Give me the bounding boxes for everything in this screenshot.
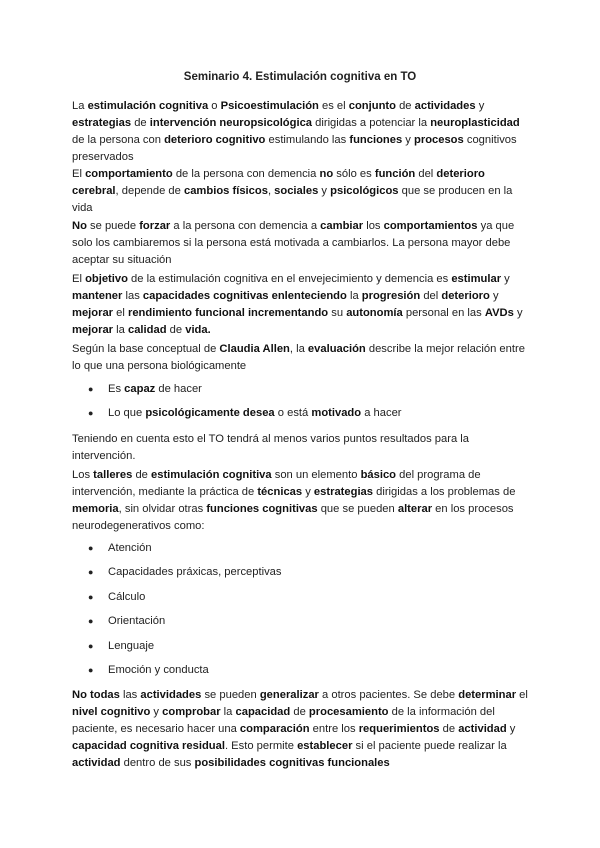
- emphasis-text: funciones: [349, 134, 403, 146]
- emphasis-text: Claudia Allen: [219, 343, 290, 355]
- list-item-text: Emoción y conducta: [108, 664, 209, 676]
- emphasis-text: comportamiento: [85, 168, 173, 180]
- emphasis-text: alterar: [397, 503, 433, 515]
- emphasis-text: mejorar: [72, 307, 114, 319]
- paragraph-text: No se puede forzar a la persona con demencia a cambiar los comportamientos ya que solo los cambiaremos si la persona está motivada a cambiarlos. La persona mayor debe aceptar su situación: [72, 220, 515, 266]
- emphasis-text: talleres: [93, 469, 133, 481]
- emphasis-text: técnicas: [257, 486, 303, 498]
- emphasis-text: AVDs: [484, 307, 514, 319]
- bullet-icon: ●: [88, 592, 94, 602]
- page-title: Seminario 4. Estimulación cognitiva en TO: [183, 71, 417, 83]
- emphasis-text: No todas: [72, 689, 120, 701]
- bullet-icon: ●: [88, 543, 94, 553]
- emphasis-text: conjunto: [348, 100, 396, 112]
- emphasis-text: capacidad: [235, 706, 291, 718]
- emphasis-text: actividades: [140, 689, 202, 701]
- emphasis-text: deterioro cognitivo: [164, 134, 266, 146]
- emphasis-text: estimulación cognitiva: [151, 469, 272, 481]
- emphasis-text: No: [72, 220, 87, 232]
- bullet-icon: ●: [88, 384, 94, 394]
- emphasis-text: procesamiento: [308, 706, 389, 718]
- paragraph-text: Según la base conceptual de Claudia Allen, la evaluación describe la mejor relación entre lo que una persona biológicamente: [72, 343, 525, 372]
- paragraph-text: La estimulación cognitiva o Psicoestimulación es el conjunto de actividades y estrategias de intervención neuropsicológica dirigidas a potenciar la neuroplasticidad de la persona con deterioro cognitivo estimulando las funciones y procesos cognitivos preservados: [72, 100, 520, 163]
- paragraph-to-points: [72, 431, 534, 465]
- emphasis-text: forzar: [139, 220, 171, 232]
- emphasis-text: vida.: [185, 324, 211, 336]
- emphasis-text: estrategias: [72, 117, 132, 129]
- emphasis-text: capaz: [124, 383, 156, 395]
- emphasis-text: actividad: [458, 723, 507, 735]
- bullet-icon: ●: [88, 665, 94, 675]
- emphasis-text: objetivo: [85, 273, 128, 285]
- emphasis-text: estimulación cognitiva: [87, 100, 209, 112]
- emphasis-text: cambios físicos: [183, 185, 268, 197]
- emphasis-text: mantener: [72, 290, 123, 302]
- list-item-text: Cálculo: [108, 591, 146, 603]
- emphasis-text: función: [374, 168, 416, 180]
- emphasis-text: motivado: [311, 407, 362, 419]
- emphasis-text: estimular: [451, 273, 502, 285]
- bullet-icon: ●: [88, 567, 94, 577]
- emphasis-text: sociales: [274, 185, 319, 197]
- bullet-icon: ●: [88, 408, 94, 418]
- emphasis-text: estrategias: [313, 486, 374, 498]
- paragraph-text: No todas las actividades se pueden generalizar a otros pacientes. Se debe determinar el nivel cognitivo y comprobar la capacidad de procesamiento de la información del paciente, es necesario hacer una comparación entre los requerimientos de actividad y capacidad cognitiva residual. Esto permite establecer si el paciente puede realizar la actividad dentro de sus posibilidades cognitivas funcionales: [72, 689, 528, 769]
- paragraph-text: El comportamiento de la persona con demencia no sólo es función del deterioro cerebral, depende de cambios físicos, sociales y psicológicos que se producen en la vida: [72, 168, 513, 214]
- paragraph-allen: [72, 341, 534, 375]
- paragraph-text: El objetivo de la estimulación cognitiva en el envejecimiento y demencia es estimular y mantener las capacidades cognitivas enlenteciendo la progresión del deterioro y mejorar el rendimiento funcional incrementando su autonomía personal en las AVDs y mejorar la calidad de vida.: [72, 273, 523, 336]
- list-item-text: Es capaz de hacer: [108, 383, 202, 395]
- paragraph-text: Los talleres de estimulación cognitiva son un elemento básico del programa de intervención, mediante la práctica de técnicas y estrategias dirigidas a los problemas de memoria, sin olvidar otras funciones cognitivas que se pueden alterar en los procesos neurodegenerativos como:: [72, 469, 516, 532]
- emphasis-text: actividad: [72, 757, 121, 769]
- emphasis-text: deterioro cerebral: [72, 168, 485, 197]
- paragraph-no-forzar: [72, 218, 534, 269]
- emphasis-text: neuroplasticidad: [430, 117, 520, 129]
- emphasis-text: Psicoestimulación: [220, 100, 319, 112]
- emphasis-text: determinar: [458, 689, 517, 701]
- paragraph-definition: [72, 98, 534, 166]
- emphasis-text: comprobar: [162, 706, 221, 718]
- emphasis-text: capacidades cognitivas enlenteciendo: [142, 290, 347, 302]
- emphasis-text: generalizar: [259, 689, 319, 701]
- emphasis-text: psicológicamente desea: [145, 407, 275, 419]
- paragraph-objective: [72, 271, 534, 339]
- emphasis-text: procesos: [414, 134, 464, 146]
- emphasis-text: nivel cognitivo: [72, 706, 151, 718]
- emphasis-text: cambiar: [320, 220, 364, 232]
- bullet-icon: ●: [88, 616, 94, 626]
- list-item-text: Lo que psicológicamente desea o está motivado a hacer: [108, 407, 402, 419]
- emphasis-text: memoria: [72, 503, 119, 515]
- emphasis-text: comparación: [239, 723, 310, 735]
- emphasis-text: rendimiento funcional incrementando: [127, 307, 329, 319]
- list-item-text: Capacidades práxicas, perceptivas: [108, 566, 282, 578]
- emphasis-text: básico: [360, 469, 397, 481]
- emphasis-text: autonomía: [346, 307, 403, 319]
- emphasis-text: comportamientos: [383, 220, 478, 232]
- emphasis-text: psicológicos: [330, 185, 399, 197]
- emphasis-text: requerimientos: [358, 723, 440, 735]
- emphasis-text: calidad: [127, 324, 167, 336]
- list-item-text: Lenguaje: [108, 640, 155, 652]
- paragraph-text: Teniendo en cuenta esto el TO tendrá al menos varios puntos resultados para la intervención.: [72, 433, 469, 462]
- emphasis-text: evaluación: [307, 343, 366, 355]
- emphasis-text: funciones cognitivas: [206, 503, 318, 515]
- bullet-icon: ●: [88, 641, 94, 651]
- paragraph-generalizar: [72, 687, 534, 772]
- list-item-text: Orientación: [108, 615, 166, 627]
- emphasis-text: capacidad cognitiva residual: [72, 740, 225, 752]
- paragraph-talleres: [72, 467, 534, 535]
- emphasis-text: actividades: [414, 100, 476, 112]
- paragraph-behaviour: [72, 166, 534, 217]
- emphasis-text: progresión: [361, 290, 421, 302]
- emphasis-text: intervención neuropsicológica: [149, 117, 313, 129]
- list-item-text: Atención: [108, 542, 152, 554]
- emphasis-text: no: [319, 168, 334, 180]
- emphasis-text: deterioro: [441, 290, 490, 302]
- emphasis-text: establecer: [297, 740, 353, 752]
- emphasis-text: posibilidades cognitivas funcionales: [194, 757, 390, 769]
- emphasis-text: mejorar: [72, 324, 114, 336]
